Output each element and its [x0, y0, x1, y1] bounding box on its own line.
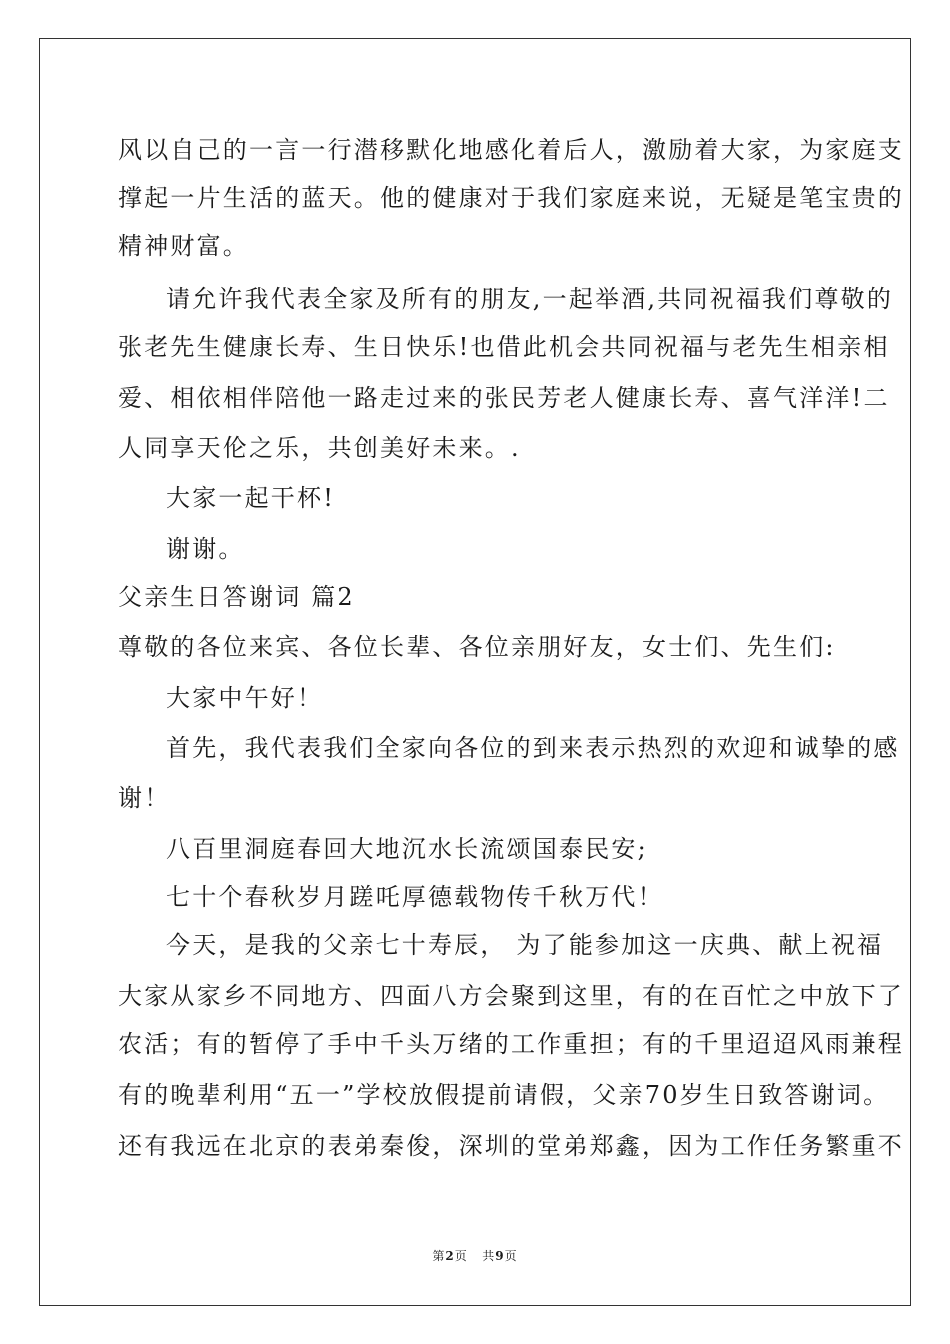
- total-suffix: 页: [504, 1249, 518, 1263]
- page-number: 2: [445, 1249, 455, 1263]
- text-line: 爱、相依相伴陪他一路走过来的张民芳老人健康长寿、喜气洋洋!二: [118, 384, 890, 412]
- text-line: 大家中午好！: [166, 684, 324, 712]
- text-line: 谢！: [118, 784, 171, 812]
- text-line: 有的晚辈利用“五一”学校放假提前请假，父亲70岁生日致答谢词。: [118, 1081, 890, 1109]
- text-line: 张老先生健康长寿、生日快乐!也借此机会共同祝福与老先生相亲相: [118, 333, 890, 361]
- text-line: 请允许我代表全家及所有的朋友,一起举酒,共同祝福我们尊敬的: [166, 285, 894, 313]
- text-line: 人同享天伦之乐，共创美好未来。.: [118, 434, 521, 462]
- text-line: 谢谢。: [166, 535, 245, 563]
- text-line: 撑起一片生活的蓝天。他的健康对于我们家庭来说，无疑是笔宝贵的: [118, 184, 904, 212]
- salutation: 尊敬的各位来宾、各位长辈、各位亲朋好友，女士们、先生们:: [118, 633, 836, 661]
- text-line: 七十个春秋岁月蹉吒厚德载物传千秋万代！: [166, 883, 664, 911]
- text-line: 大家一起干杯!: [166, 484, 336, 512]
- text-line: 农活；有的暂停了手中千头万绪的工作重担；有的千里迢迢风雨兼程: [118, 1030, 904, 1058]
- page-footer: [0, 1248, 950, 1264]
- page-prefix: 第: [432, 1249, 446, 1263]
- text-line: 大家从家乡不同地方、四面八方会聚到这里，有的在百忙之中放下了: [118, 982, 904, 1010]
- text-line: 八百里洞庭春回大地沉水长流颂国泰民安;: [166, 835, 648, 863]
- total-prefix: 共: [482, 1249, 496, 1263]
- page-suffix: 页: [454, 1249, 468, 1263]
- total-pages: 9: [495, 1249, 505, 1263]
- text-line: 首先，我代表我们全家向各位的到来表示热烈的欢迎和诚挚的感: [166, 734, 900, 762]
- text-line: 今天，是我的父亲七十寿辰， 为了能参加这一庆典、献上祝福: [166, 931, 884, 959]
- page-border: [39, 38, 911, 1306]
- text-line: 还有我远在北京的表弟秦俊，深圳的堂弟郑鑫，因为工作任务繁重不: [118, 1132, 904, 1160]
- section-heading: 父亲生日答谢词 篇2: [118, 583, 355, 611]
- text-line: 精神财富。: [118, 232, 249, 260]
- text-line: 风以自己的一言一行潜移默化地感化着后人，激励着大家，为家庭支: [118, 136, 904, 164]
